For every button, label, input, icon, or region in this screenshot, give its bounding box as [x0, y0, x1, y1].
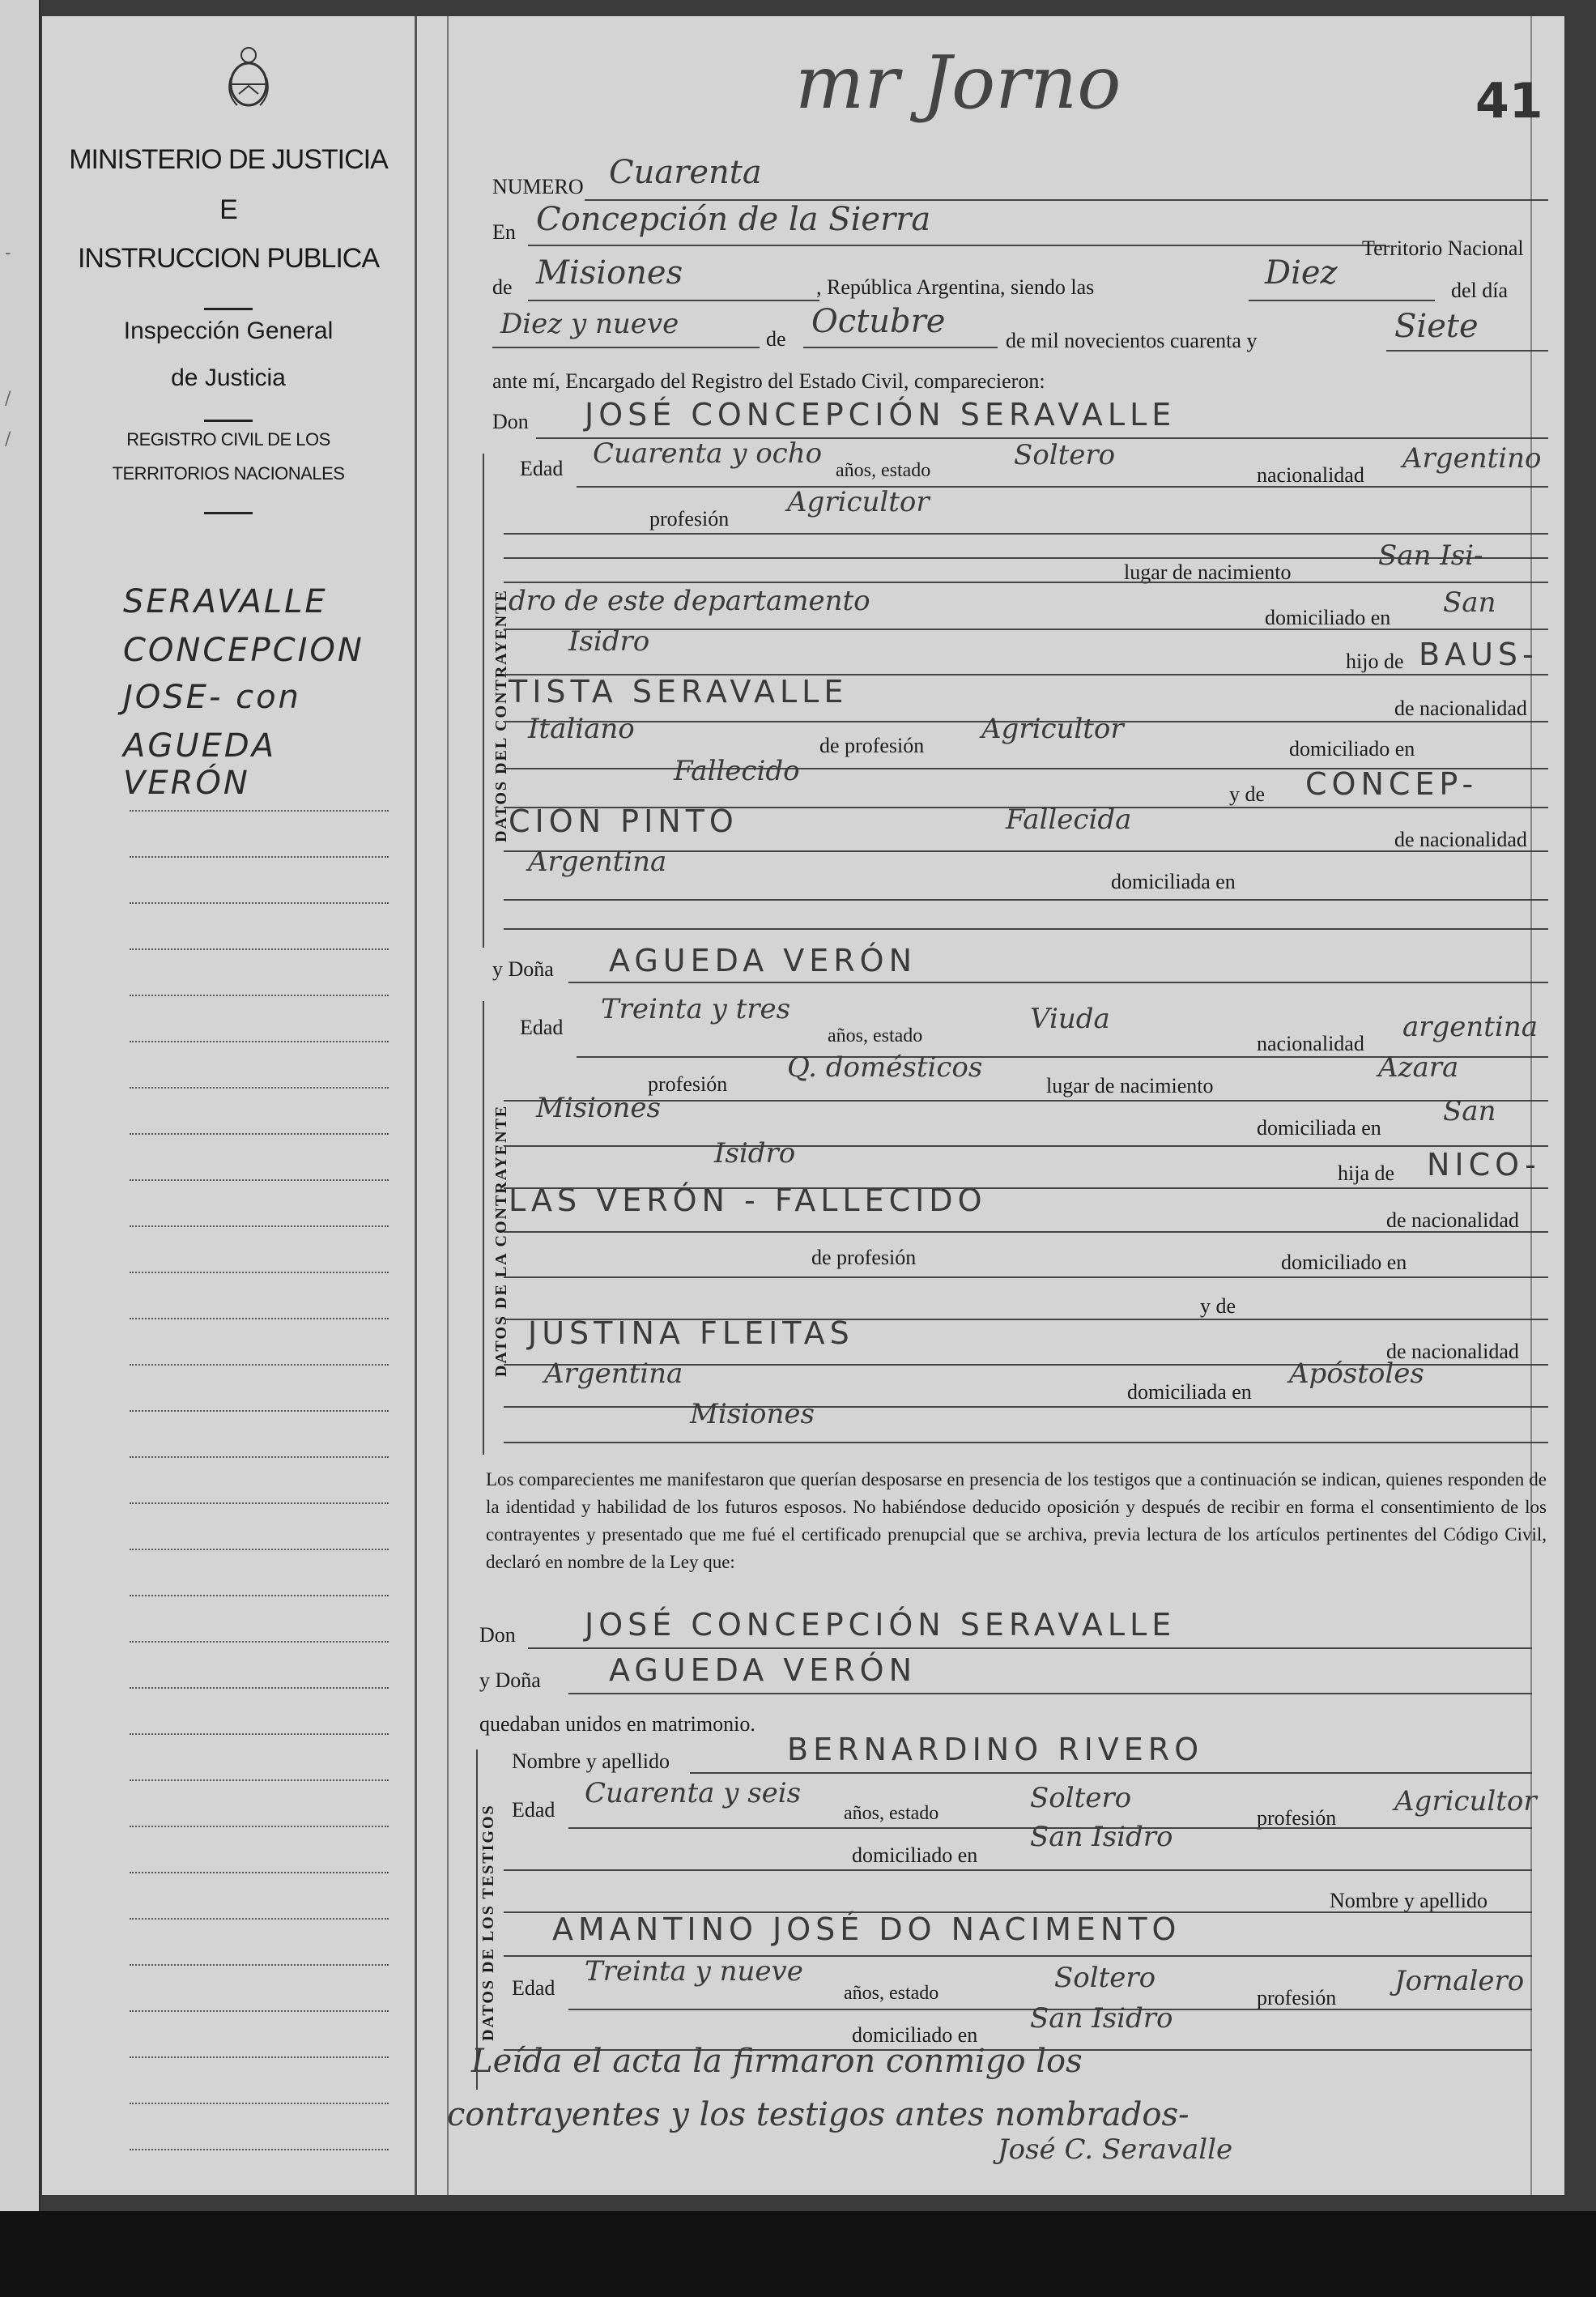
label-de: de [492, 275, 513, 299]
label-nombre-apellido: Nombre y apellido [512, 1749, 670, 1773]
value-novia-estado: Viuda [1030, 1003, 1110, 1035]
margin-ruled-line [130, 1272, 389, 1273]
value-novia-domicilio-2: Isidro [714, 1137, 796, 1170]
inspection-line2: de Justicia [171, 364, 286, 391]
label-hija-de: hija de [1338, 1161, 1395, 1185]
label-profesion: profesión [649, 507, 730, 531]
margin-ruled-line [130, 1087, 389, 1089]
value-testigo2-edad: Treinta y nueve [585, 1955, 803, 1988]
label-lugar-nacimiento: lugar de nacimiento [1124, 560, 1292, 584]
edge-mark: / [5, 429, 11, 450]
label-edad-4: Edad [512, 1976, 555, 2000]
margin-ruled-line [130, 2149, 389, 2150]
value-novia-madre-dom2: Misiones [690, 1398, 815, 1430]
label-domiciliada-en: domiciliada en [1111, 870, 1236, 893]
margin-ruled-line [130, 948, 389, 950]
value-novio-padre-1: BAUS- [1419, 637, 1539, 672]
line [690, 1772, 1532, 1774]
binding-gutter [415, 16, 449, 2195]
page-number: 41 [1475, 73, 1543, 130]
line [568, 982, 1548, 983]
value-novio-padre-prof: Agricultor [981, 713, 1124, 745]
adjacent-page-edge [0, 0, 40, 2211]
label-domiciliada-en-3: domiciliada en [1127, 1380, 1252, 1404]
label-nombre-apellido-2: Nombre y apellido [1330, 1889, 1487, 1912]
label-edad-2: Edad [520, 1016, 564, 1039]
label-domiciliado-en-5: domiciliado en [852, 2023, 978, 2047]
margin-ruled-line [130, 1733, 389, 1735]
value-testigo2-domicilio: San Isidro [1030, 2002, 1173, 2035]
value-novia-madre-nac: Argentina [544, 1357, 683, 1390]
divider [204, 308, 253, 310]
label-de-profesion-2: de profesión [811, 1246, 917, 1269]
line [492, 347, 760, 348]
label-profesion-4: profesión [1257, 1986, 1337, 2009]
margin-ruled-line [130, 1041, 389, 1042]
label-hijo-de: hijo de [1346, 650, 1404, 673]
label-domiciliada-en-2: domiciliada en [1257, 1116, 1381, 1140]
line [504, 1145, 1548, 1147]
index-name-line3: JOSE- con [123, 679, 301, 716]
value-territorio: Misiones [536, 254, 683, 292]
label-anos-estado-2: años, estado [828, 1025, 923, 1046]
value-novia-edad: Treinta y tres [601, 993, 791, 1025]
value-numero: Cuarenta [609, 154, 762, 191]
label-de-nacionalidad-3: de nacionalidad [1386, 1208, 1519, 1232]
scan-footer [0, 2211, 1596, 2297]
label-anos-estado-3: años, estado [844, 1803, 939, 1824]
label-edad-3: Edad [512, 1798, 555, 1822]
line [577, 486, 1548, 488]
label-anos-estado: años, estado [836, 460, 931, 481]
value-novia-lugar-nac-1: Azara [1378, 1051, 1459, 1084]
value-novio-madre-2: CION PINTO [509, 803, 738, 839]
label-quedaban: quedaban unidos en matrimonio. [479, 1712, 755, 1736]
label-profesion-3: profesión [1257, 1806, 1337, 1830]
label-don: Don [492, 410, 529, 433]
label-domiciliado-en-3: domiciliado en [1281, 1251, 1407, 1274]
margin-ruled-line [130, 856, 389, 858]
label-nacionalidad: nacionalidad [1257, 463, 1364, 487]
margin-ruled-line [130, 1225, 389, 1227]
value-novio-lugar-nac-1: San Isi- [1378, 539, 1483, 572]
value-novio-nacionalidad: Argentino [1402, 442, 1542, 475]
margin-ruled-line [130, 902, 389, 904]
value-testigo2-nombre: AMANTINO JOSÉ DO NACIMENTO [552, 1911, 1181, 1947]
margin-ruled-line [130, 1318, 389, 1319]
value-decl-dona: AGUEDA VERÓN [609, 1652, 917, 1688]
margin-ruled-line [130, 1595, 389, 1596]
label-domiciliado-en-2: domiciliado en [1289, 737, 1415, 761]
margin-ruled-line [130, 1179, 389, 1181]
value-testigo1-domicilio: San Isidro [1030, 1821, 1173, 1853]
value-testigo2-estado: Soltero [1054, 1962, 1156, 1994]
line [504, 1406, 1548, 1408]
margin-ruled-line [130, 1964, 389, 1966]
line [528, 300, 819, 301]
line [528, 245, 1386, 246]
section-bracket [483, 454, 492, 948]
line [1249, 300, 1435, 301]
value-novio-estado: Soltero [1014, 439, 1116, 471]
margin-ruled-line [130, 1133, 389, 1135]
section-bracket [483, 1001, 492, 1455]
label-territorio: Territorio Nacional [1362, 237, 1524, 260]
value-novia-nacionalidad: argentina [1402, 1011, 1539, 1043]
value-novio-profesion: Agricultor [787, 486, 930, 518]
line [504, 1869, 1532, 1871]
value-novio-lugar-nac-2: dro de este departamento [509, 585, 870, 617]
section-label-testigos: DATOS DE LOS TESTIGOS [479, 1804, 497, 2041]
line [504, 1442, 1548, 1443]
label-y-de: y de [1229, 782, 1266, 806]
value-lugar: Concepción de la Sierra [536, 201, 931, 238]
margin-ruled-line [130, 1456, 389, 1458]
coat-of-arms-icon [224, 45, 273, 109]
edge-mark: - [5, 243, 11, 263]
label-en: En [492, 220, 516, 244]
registry-line2: TERRITORIOS NACIONALES [112, 463, 345, 484]
line [528, 1647, 1532, 1649]
value-testigo1-estado: Soltero [1030, 1782, 1132, 1814]
label-republica: , República Argentina, siendo las [816, 275, 1095, 299]
line [504, 928, 1548, 930]
label-lugar-nacimiento-2: lugar de nacimiento [1046, 1074, 1214, 1097]
value-novia-madre-dom: Apóstoles [1289, 1357, 1424, 1390]
declaration-text: Los comparecientes me manifestaron que querían desposarse en presencia de los testigos que a continuación se indican, quienes responden de la identidad y habilidad de los futuros esposos. No habiéndose deducido oposición y después de recibir en forma el consentimiento de los contrayentes y presentado que me fué el certificado prenupcial que se archiva, previa lectura de los artículos pertinentes del Código Civil, declaró en nombre de la Ley que: [486, 1469, 1547, 1572]
label-de2: de [766, 327, 786, 351]
label-profesion-2: profesión [648, 1072, 728, 1096]
margin-ruled-line [130, 2010, 389, 2012]
closing-line-2: contrayentes y los testigos antes nombrados- [447, 2096, 1190, 2133]
inspection-line1: Inspección General [123, 317, 334, 344]
index-name-line2: CONCEPCION [123, 632, 364, 669]
value-novio-nombre: JOSÉ CONCEPCIÓN SERAVALLE [585, 397, 1177, 433]
value-testigo2-profesion: Jornalero [1394, 1965, 1525, 1997]
value-testigo1-profesion: Agricultor [1394, 1785, 1537, 1818]
line [568, 1693, 1532, 1694]
marriage-record-form [447, 16, 1564, 2195]
line [1386, 350, 1548, 352]
value-novia-padre-1: NICO- [1427, 1147, 1541, 1183]
label-mil-novecientos: de mil novecientos cuarenta y [1006, 329, 1258, 352]
top-annotation: mr Jorno [795, 40, 1121, 126]
line [504, 582, 1548, 583]
value-novio-domicilio-1: San [1443, 586, 1496, 619]
value-novia-padre-2: LAS VERÓN - FALLECIDO [509, 1183, 987, 1218]
value-hora: Diez [1265, 254, 1338, 292]
line [504, 1276, 1548, 1278]
ministry-line2: E [219, 194, 237, 225]
margin-ruled-line [130, 1410, 389, 1412]
label-don-2: Don [479, 1623, 516, 1647]
value-novia-lugar-nac-2: Misiones [536, 1092, 661, 1124]
label-de-nacionalidad-4: de nacionalidad [1386, 1340, 1519, 1363]
value-novio-padre-dom: Fallecido [674, 755, 800, 787]
margin-ruled-line [130, 1779, 389, 1781]
margin-column [42, 16, 417, 2195]
value-novio-edad: Cuarenta y ocho [593, 437, 823, 470]
margin-ruled-line [130, 1549, 389, 1550]
divider [204, 420, 253, 422]
margin-ruled-line [130, 1364, 389, 1366]
ministry-line3: INSTRUCCION PUBLICA [77, 243, 380, 274]
registry-line1: REGISTRO CIVIL DE LOS [126, 429, 330, 450]
section-label-contrayente: DATOS DEL CONTRAYENTE [492, 589, 510, 842]
margin-ruled-line [130, 1826, 389, 1827]
line [504, 899, 1548, 901]
value-novia-profesion: Q. domésticos [787, 1051, 983, 1084]
ministry-line1: MINISTERIO DE JUSTICIA [69, 144, 388, 175]
edge-mark: / [5, 389, 11, 409]
margin-ruled-line [130, 995, 389, 996]
margin-ruled-line [130, 1918, 389, 1920]
line [504, 533, 1548, 535]
label-de-profesion: de profesión [819, 734, 925, 757]
label-anos-estado-4: años, estado [844, 1983, 939, 2004]
value-novio-domicilio-2: Isidro [568, 625, 650, 658]
label-domiciliado-en: domiciliado en [1265, 606, 1391, 629]
value-testigo1-edad: Cuarenta y seis [585, 1777, 802, 1809]
label-del-dia: del día [1451, 279, 1509, 302]
section-label-la-contrayente: DATOS DE LA CONTRAYENTE [492, 1104, 510, 1377]
label-y-de-2: y de [1200, 1294, 1236, 1318]
margin-ruled-line [130, 1687, 389, 1689]
label-de-nacionalidad: de nacionalidad [1394, 697, 1527, 720]
line [504, 629, 1548, 630]
value-novio-madre-estado: Fallecida [1006, 803, 1132, 836]
label-ante-mi: ante mí, Encargado del Registro del Estado Civil, comparecieron: [492, 369, 1045, 393]
value-novio-padre-2: TISTA SERAVALLE [509, 674, 849, 710]
label-numero: NUMERO [492, 175, 584, 198]
divider [204, 512, 253, 514]
index-surname: SERAVALLE [123, 583, 328, 620]
value-novio-madre-nac: Argentina [528, 846, 667, 878]
value-dia: Diez y nueve [500, 308, 679, 340]
line [504, 1231, 1548, 1233]
line [803, 347, 998, 348]
value-mes: Octubre [811, 303, 946, 340]
value-novio-madre-1: CONCEP- [1305, 766, 1479, 802]
label-y-dona: y Doña [492, 957, 554, 981]
label-de-nacionalidad-2: de nacionalidad [1394, 828, 1527, 851]
closing-line-1: Leída el acta la firmaron conmigo los [471, 2043, 1083, 2080]
label-domiciliado-en-4: domiciliado en [852, 1843, 978, 1867]
value-novia-domicilio-1: San [1443, 1095, 1496, 1127]
index-name-line4: AGUEDA VERÓN [123, 727, 277, 802]
register-page [42, 16, 1564, 2195]
value-novio-padre-nac: Italiano [528, 713, 635, 745]
margin-ruled-line [130, 1872, 389, 1873]
value-novia-nombre: AGUEDA VERÓN [609, 943, 917, 978]
value-anio: Siete [1394, 308, 1479, 345]
signature: José C. Seravalle [998, 2133, 1233, 2166]
label-nacionalidad-2: nacionalidad [1257, 1032, 1364, 1055]
margin-ruled-line [130, 1641, 389, 1643]
margin-ruled-line [130, 810, 389, 812]
label-y-dona-2: y Doña [479, 1668, 541, 1692]
value-testigo1-nombre: BERNARDINO RIVERO [787, 1732, 1204, 1767]
margin-ruled-line [130, 2056, 389, 2058]
label-edad: Edad [520, 457, 564, 480]
margin-ruled-line [130, 2103, 389, 2104]
value-decl-don: JOSÉ CONCEPCIÓN SERAVALLE [585, 1607, 1177, 1643]
margin-ruled-line [130, 1502, 389, 1504]
value-novia-madre: JUSTINA FLEITAS [528, 1315, 854, 1351]
